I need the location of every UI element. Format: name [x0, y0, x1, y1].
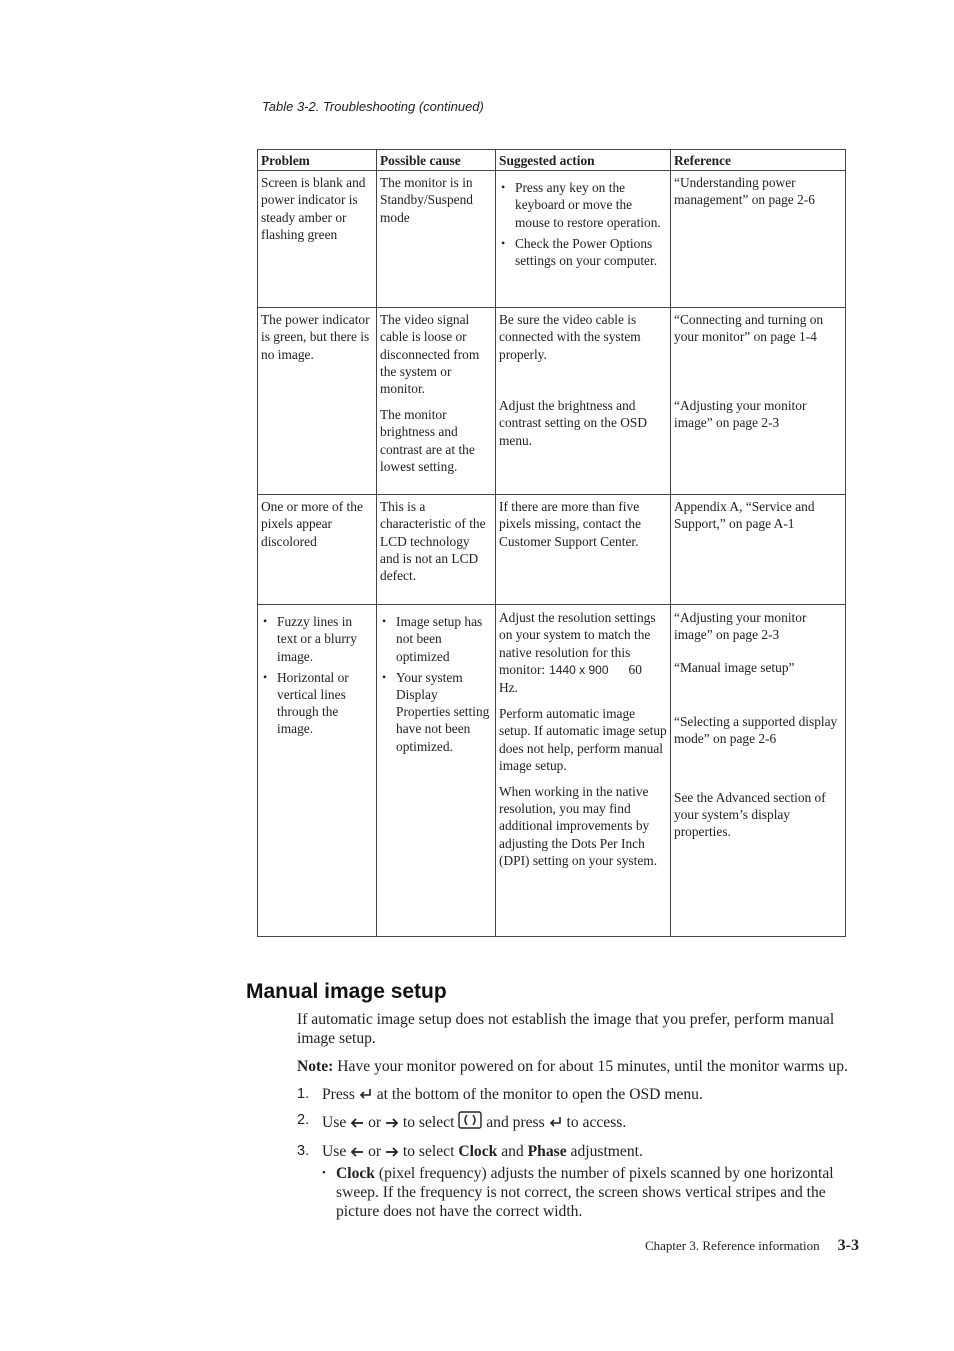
native-resolution: 1440 x 900 — [549, 662, 609, 677]
reference-text: See the Advanced section of your system’s display properties. — [674, 790, 826, 840]
cause-text: The monitor brightness and contrast are at the lowest setting. — [380, 407, 475, 474]
step-text: Use — [322, 1142, 347, 1160]
section-body — [297, 1010, 859, 1221]
list-item: • Your system Display Properties setting have not been optimized. — [396, 669, 492, 755]
list-item: • Horizontal or vertical lines through the image. — [277, 669, 373, 738]
bullet-term: Clock — [336, 1164, 375, 1182]
action-text: Be sure the video cable is connected with the system properly. — [499, 312, 641, 362]
problem-cell — [258, 605, 377, 937]
action-list — [499, 179, 667, 269]
refresh-unit: Hz. — [499, 680, 518, 696]
bullet-dot: • — [322, 1166, 326, 1179]
action-cell — [496, 308, 671, 495]
problem-cell: Screen is blank and power indicator is steady amber or flashing green — [258, 171, 377, 308]
note-label: Note: — [297, 1058, 334, 1075]
list-item: • Image setup has not been optimized — [396, 613, 492, 665]
step-text: or — [368, 1114, 382, 1131]
clock-term: Clock — [458, 1142, 498, 1160]
reference-cell — [671, 308, 846, 495]
cause-cell: The monitor is in Standby/Suspend mode — [377, 171, 496, 308]
table-row — [258, 605, 846, 937]
reference-cell: Appendix A, “Service and Support,” on page A-1 — [671, 495, 846, 605]
list-item: • Check the Power Options settings on your computer. — [515, 235, 667, 269]
reference-cell — [671, 605, 846, 937]
note-paragraph — [297, 1057, 859, 1076]
reference-text: “Adjusting your monitor image” on page 2-3 — [674, 398, 807, 431]
cause-list — [380, 613, 492, 755]
chapter-label: Chapter 3. Reference information — [644, 1238, 820, 1253]
step-number: 2. — [297, 1111, 310, 1128]
step-text: Press — [322, 1086, 355, 1103]
reference-text: “Selecting a supported display mode” on page 2-6 — [674, 713, 838, 746]
action-cell: If there are more than five pixels missing, contact the Customer Support Center. — [496, 495, 671, 605]
note-text: Have your monitor powered on for about 15 minutes, until the monitor warms up. — [337, 1058, 848, 1075]
action-text: Perform automatic image setup. If automatic image setup does not help, perform manual image setup. — [499, 706, 667, 773]
problem-list — [261, 613, 373, 737]
table-row — [258, 495, 846, 605]
arrow-right-icon — [385, 1143, 399, 1162]
clock-bullet — [297, 1164, 859, 1221]
step-text: and press — [486, 1114, 545, 1131]
action-cell — [496, 605, 671, 937]
refresh-rate: 60 — [628, 661, 642, 677]
reference-text: “Manual image setup” — [674, 659, 795, 675]
arrow-left-icon — [350, 1114, 364, 1133]
step-text: Use — [322, 1114, 347, 1131]
page-footer — [645, 1237, 859, 1255]
arrow-left-icon — [350, 1143, 364, 1162]
step-text: at the bottom of the monitor to open the OSD menu. — [376, 1086, 703, 1103]
header-possible-cause: Possible cause — [377, 150, 496, 171]
problem-cell: One or more of the pixels appear discolored — [258, 495, 377, 605]
arrow-right-icon — [385, 1114, 399, 1133]
resolution-instruction: Adjust the resolution settings on your system to match the native resolution for this monitor: — [499, 610, 656, 677]
intro-paragraph: If automatic image setup does not establish the image that you prefer, perform manual image setup. — [297, 1011, 835, 1047]
action-text — [499, 609, 667, 696]
bullet-text: (pixel frequency) adjusts the number of pixels scanned by one horizontal sweep. If the frequency is not correct, the screen shows vertical stripes and the picture does not have the correct width. — [336, 1164, 834, 1220]
page-number: 3-3 — [837, 1237, 859, 1254]
table-row — [258, 308, 846, 495]
section-title: Manual image setup — [246, 980, 447, 1003]
table-caption: Table 3-2. Troubleshooting (continued) — [262, 99, 484, 114]
reference-cell: “Understanding power management” on page 2-6 — [671, 171, 846, 308]
reference-text: “Adjusting your monitor image” on page 2-3 — [674, 610, 807, 643]
action-text: When working in the native resolution, you may find additional improvements by adjusting the Dots Per Inch (DPI) setting on your system. — [499, 784, 658, 868]
manual-setup-icon — [458, 1111, 482, 1136]
list-item: • Press any key on the keyboard or move the mouse to restore operation. — [515, 179, 667, 231]
step-text: or — [368, 1142, 382, 1160]
step-text: to select — [402, 1114, 455, 1131]
troubleshooting-table — [257, 149, 846, 937]
cause-cell: This is a characteristic of the LCD technology and is not an LCD defect. — [377, 495, 496, 605]
cause-text: The video signal cable is loose or disconnected from the system or monitor. — [380, 312, 480, 397]
table-header-row — [258, 150, 846, 171]
cause-cell — [377, 605, 496, 937]
list-item: • Fuzzy lines in text or a blurry image. — [277, 613, 373, 665]
reference-text: “Connecting and turning on your monitor” on page 1-4 — [674, 312, 824, 345]
problem-cell: The power indicator is green, but there is no image. — [258, 308, 377, 495]
table-row — [258, 171, 846, 308]
cause-cell — [377, 308, 496, 495]
step-1 — [297, 1085, 859, 1105]
header-problem: Problem — [258, 150, 377, 171]
action-text: Adjust the brightness and contrast setting on the OSD menu. — [499, 398, 648, 448]
step-number: 1. — [297, 1086, 310, 1102]
enter-icon — [359, 1086, 373, 1105]
header-reference: Reference — [671, 150, 846, 171]
action-cell — [496, 171, 671, 308]
step-3 — [297, 1142, 859, 1162]
step-text: adjustment. — [570, 1142, 643, 1160]
header-suggested-action: Suggested action — [496, 150, 671, 171]
step-text: to access. — [566, 1114, 627, 1131]
step-text: and — [501, 1142, 524, 1160]
phase-term: Phase — [527, 1142, 567, 1160]
enter-icon — [549, 1114, 563, 1133]
step-2 — [297, 1111, 859, 1136]
step-number: 3. — [297, 1142, 310, 1159]
step-text: to select — [402, 1142, 455, 1160]
